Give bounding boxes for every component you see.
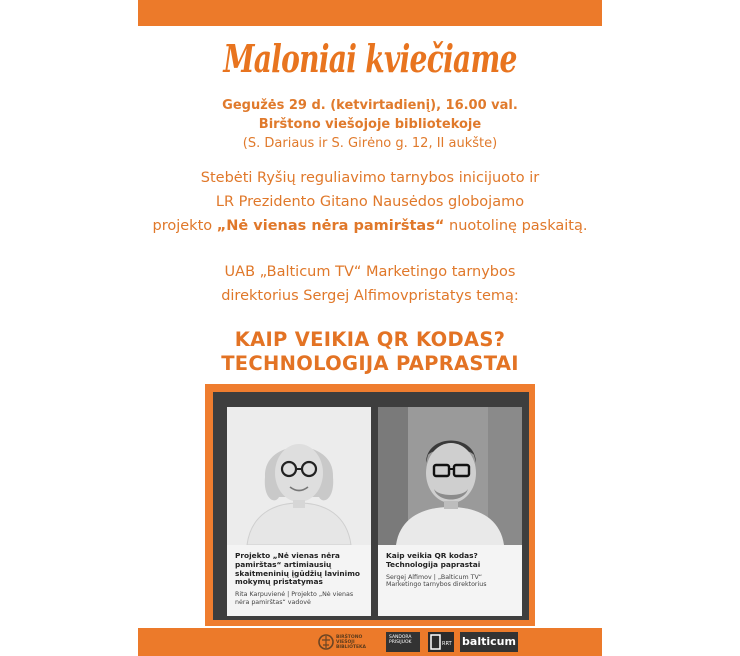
description-line-3 (138, 218, 602, 234)
speaker-card-heading-rita: Projekto „Nė vienas nėra pamirštas“ artimiausių skaitmeninių įgūdžių lavinimo mokymų pristatymas (235, 551, 360, 587)
speakers-photo-frame (205, 384, 535, 626)
library-logo (318, 632, 378, 652)
project-name: „Nė vienas nėra pamirštas“ (216, 218, 445, 234)
topic-line-2: TECHNOLOGIJA PAPRASTAI (221, 352, 519, 375)
speaker-card-heading-sergej: Kaip veikia QR kodas? Technologija paprastai (386, 551, 481, 569)
description-line-2: LR Prezidento Gitano Nausėdos globojamo (215, 194, 525, 210)
rrt-logo-text: RRT (442, 641, 452, 647)
speaker-card-sergej (378, 407, 522, 616)
speaker-line-1: UAB „Balticum TV“ Marketingo tarnybos (224, 264, 516, 280)
speaker-card-caption-rita: Rita Karpuvienė | Projekto „Nė vienas nėra pamirštas“ vadovė (235, 591, 354, 606)
event-address: (S. Dariaus ir S. Girėno g. 12, II aukšte) (242, 136, 498, 151)
speaker-line-2: direktorius Sergej Alfimovpristatys temą: (221, 288, 519, 304)
topic-line-1: KAIP VEIKIA QR KODAS? (234, 328, 506, 351)
sandora-logo-text: SANDORA PRISIJUOK (389, 635, 412, 645)
balticum-logo (460, 632, 518, 652)
speaker-portrait-sergej (378, 407, 522, 545)
description-line-3-prefix: projekto (152, 218, 217, 234)
speaker-card-caption-sergej: Sergej Alfimov | „Balticum TV“ Marketingo tarnybos direktorius (386, 573, 487, 589)
description-line-3-suffix: nuotolinę paskaitą. (444, 218, 588, 234)
sandora-logo (386, 632, 420, 652)
invitation-poster (138, 0, 602, 656)
portrait-man-illustration (378, 407, 522, 545)
library-logo-text: BIRŠTONO VIEŠOJI BIBLIOTEKA (336, 635, 367, 650)
event-venue: Birštono viešojoje bibliotekoje (258, 117, 482, 132)
speaker-card-rita (227, 407, 371, 616)
library-seal-icon (318, 632, 334, 652)
balticum-logo-text: balticum (462, 635, 516, 648)
speaker-portrait-rita (227, 407, 371, 545)
rrt-logo (428, 632, 454, 652)
speakers-photo (213, 392, 529, 620)
rrt-mark-icon (428, 632, 454, 652)
event-date: Gegužės 29 d. (ketvirtadienį), 16.00 val. (222, 98, 518, 113)
description-line-1: Stebėti Ryšių reguliavimo tarnybos inicijuoto ir (200, 170, 540, 186)
top-orange-band (138, 0, 602, 26)
invitation-title: Maloniai kviečiame (223, 36, 517, 81)
portrait-woman-illustration (227, 407, 371, 545)
